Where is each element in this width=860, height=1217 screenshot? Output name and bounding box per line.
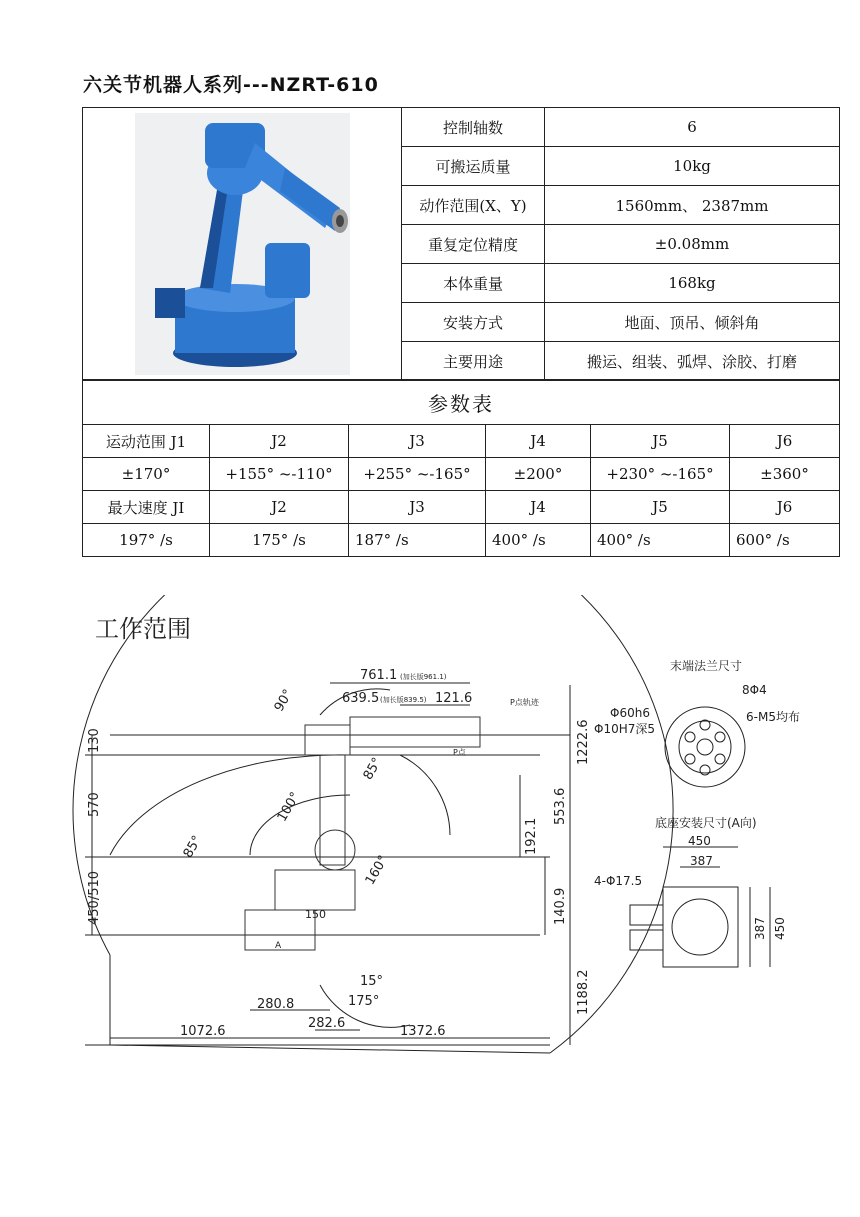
dim-1372: 1372.6 bbox=[400, 1024, 446, 1039]
base-title: 底座安装尺寸(A向) bbox=[655, 816, 757, 830]
spec-value: 168kg bbox=[545, 264, 840, 303]
dim-761: 761.1 bbox=[360, 668, 398, 683]
params-heading: 参数表 bbox=[83, 380, 840, 425]
dim-570: 570 bbox=[87, 792, 102, 817]
dim-1072: 1072.6 bbox=[180, 1024, 226, 1039]
dim-140: 140.9 bbox=[553, 887, 568, 925]
flange-phi10: Φ10H7深5 bbox=[594, 722, 656, 736]
angle-90: 90° bbox=[271, 686, 297, 715]
dim-130: 130 bbox=[87, 728, 102, 753]
flange-title: 末端法兰尺寸 bbox=[670, 659, 743, 673]
params-table bbox=[82, 379, 840, 557]
speed-value: 600° /s bbox=[730, 524, 840, 557]
dim-553: 553.6 bbox=[553, 787, 568, 825]
p-track: P点轨迹 bbox=[510, 698, 539, 707]
dim-282: 282.6 bbox=[308, 1016, 346, 1031]
speed-header: J5 bbox=[591, 491, 730, 524]
dim-1188: 1188.2 bbox=[576, 969, 591, 1015]
range-value: +255° ~-165° bbox=[349, 458, 486, 491]
angle-160: 160° bbox=[362, 853, 392, 888]
speed-header: J4 bbox=[486, 491, 591, 524]
range-header: J3 bbox=[349, 425, 486, 458]
spec-value: ±0.08mm bbox=[545, 225, 840, 264]
dim-450-510: 450/510 bbox=[87, 870, 102, 925]
dim-280: 280.8 bbox=[257, 997, 295, 1012]
drawing-title: 工作范围 bbox=[95, 615, 191, 643]
angle-175: 175° bbox=[348, 994, 380, 1009]
spec-label: 主要用途 bbox=[402, 342, 545, 381]
range-header: J6 bbox=[730, 425, 840, 458]
range-header: J4 bbox=[486, 425, 591, 458]
range-header: 运动范围 J1 bbox=[83, 425, 210, 458]
range-header: J5 bbox=[591, 425, 730, 458]
speed-header: J6 bbox=[730, 491, 840, 524]
speed-value: 400° /s bbox=[591, 524, 730, 557]
page-title: 六关节机器人系列---NZRT-610 bbox=[83, 74, 379, 96]
flange-view bbox=[594, 658, 800, 787]
robot-side-view bbox=[245, 717, 480, 950]
robot-image-cell bbox=[83, 108, 402, 381]
spec-label: 重复定位精度 bbox=[402, 225, 545, 264]
spec-value: 10kg bbox=[545, 147, 840, 186]
spec-label: 动作范围(X、Y) bbox=[402, 186, 545, 225]
range-value: ±200° bbox=[486, 458, 591, 491]
base-387-top: 387 bbox=[690, 854, 713, 868]
spec-table bbox=[82, 107, 840, 381]
angle-15: 15° bbox=[360, 974, 384, 989]
spec-label: 本体重量 bbox=[402, 264, 545, 303]
dim-121: 121.6 bbox=[435, 691, 473, 706]
spec-label: 可搬运质量 bbox=[402, 147, 545, 186]
range-header: J2 bbox=[210, 425, 349, 458]
dim-1222: 1222.6 bbox=[576, 719, 591, 765]
range-value: ±170° bbox=[83, 458, 210, 491]
speed-value: 187° /s bbox=[349, 524, 486, 557]
range-value: +155° ~-110° bbox=[210, 458, 349, 491]
speed-header: 最大速度 JI bbox=[83, 491, 210, 524]
angle-85a: 85° bbox=[180, 833, 206, 861]
flange-6m5: 6-M5均布 bbox=[746, 710, 800, 724]
spec-label: 安装方式 bbox=[402, 303, 545, 342]
dim-192: 192.1 bbox=[524, 817, 539, 855]
robot-photo bbox=[135, 113, 350, 375]
flange-8phi4: 8Φ4 bbox=[742, 683, 767, 697]
dim-150: 150 bbox=[305, 908, 326, 921]
range-value: +230° ~-165° bbox=[591, 458, 730, 491]
base-450-top: 450 bbox=[688, 834, 711, 848]
spec-value: 地面、顶吊、倾斜角 bbox=[545, 303, 840, 342]
angle-100: 100° bbox=[274, 789, 304, 825]
base-phi17: 4-Φ17.5 bbox=[594, 874, 643, 888]
speed-header: J2 bbox=[210, 491, 349, 524]
base-view bbox=[594, 815, 787, 967]
angle-85b: 85° bbox=[360, 755, 386, 783]
work-range-drawing bbox=[70, 595, 810, 1085]
speed-value: 197° /s bbox=[83, 524, 210, 557]
spec-value: 6 bbox=[545, 108, 840, 147]
dim-639: 639.5 bbox=[342, 691, 380, 706]
dim-761-note: (加长版961.1) bbox=[400, 673, 447, 681]
speed-value: 400° /s bbox=[486, 524, 591, 557]
spec-label: 控制轴数 bbox=[402, 108, 545, 147]
dim-A: A bbox=[275, 941, 282, 951]
p-point: P点 bbox=[453, 748, 466, 757]
speed-value: 175° /s bbox=[210, 524, 349, 557]
speed-header: J3 bbox=[349, 491, 486, 524]
dim-639-note: (加长版839.5) bbox=[380, 696, 427, 704]
spec-value: 搬运、组装、弧焊、涂胶、打磨 bbox=[545, 342, 840, 381]
flange-phi60: Φ60h6 bbox=[610, 706, 650, 720]
base-387-side: 387 bbox=[753, 917, 767, 940]
base-450-side: 450 bbox=[773, 917, 787, 940]
inner-arc bbox=[110, 755, 350, 855]
spec-value: 1560mm、 2387mm bbox=[545, 186, 840, 225]
range-value: ±360° bbox=[730, 458, 840, 491]
